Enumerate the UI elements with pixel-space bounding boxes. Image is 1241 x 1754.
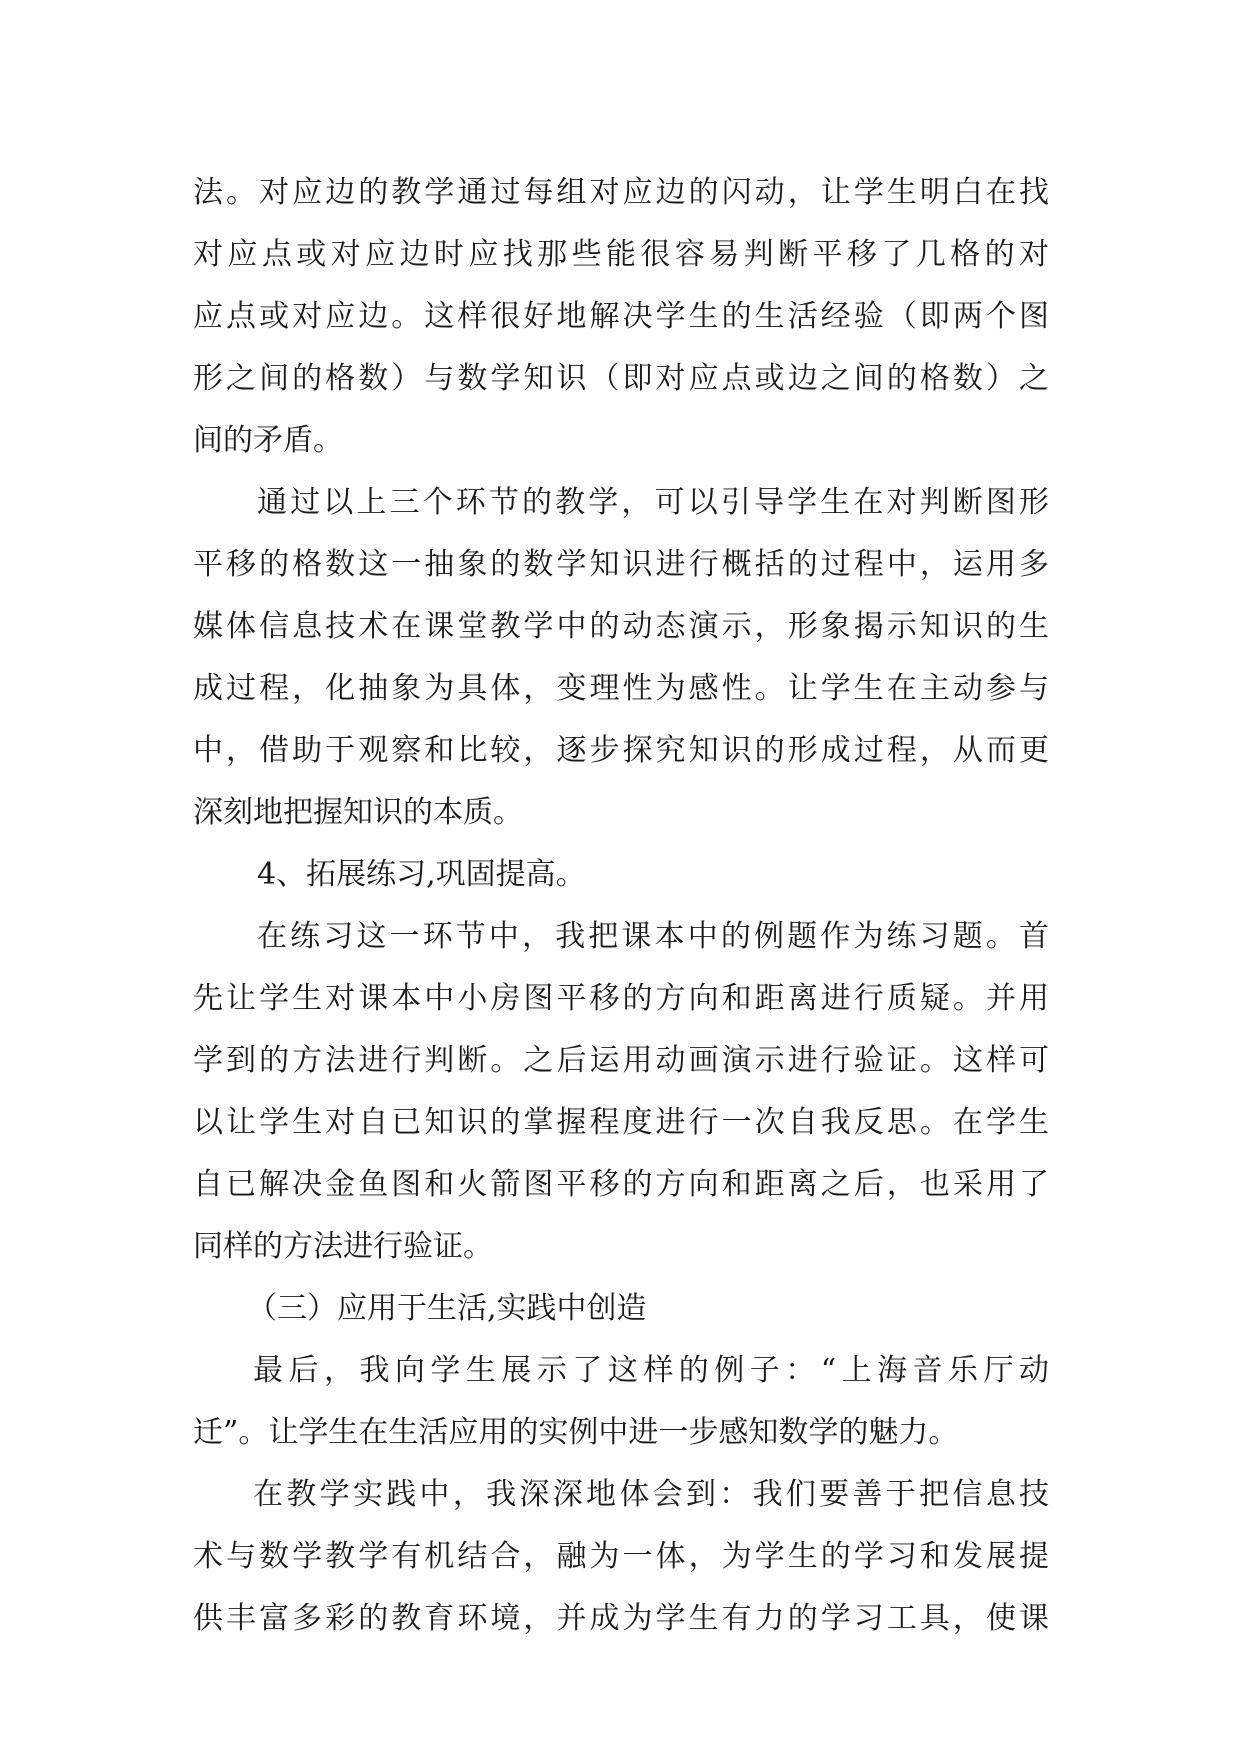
text-line: 平移的格数这一抽象的数学知识进行概括的过程中，运用多 <box>193 547 1049 582</box>
text-line: 自已解决金鱼图和火箭图平移的方向和距离之后，也采用了 <box>193 1167 1049 1202</box>
text-line: 媒体信息技术在课堂教学中的动态演示，形象揭示知识的生 <box>193 609 1049 644</box>
section-heading: 4、拓展练习,巩固提高。 <box>257 857 586 892</box>
text-line: 在练习这一环节中，我把课本中的例题作为练习题。首 <box>257 919 1049 954</box>
section-heading: （三）应用于生活,实践中创造 <box>247 1291 647 1326</box>
text-line: 在教学实践中，我深深地体会到：我们要善于把信息技 <box>253 1477 1049 1512</box>
text-line: 对应点或对应边时应找那些能很容易判断平移了几格的对 <box>193 237 1049 272</box>
text-line: 法。对应边的教学通过每组对应边的闪动，让学生明白在找 <box>193 175 1049 210</box>
text-line: 学到的方法进行判断。之后运用动画演示进行验证。这样可 <box>193 1043 1049 1078</box>
text-line: 成过程，化抽象为具体，变理性为感性。让学生在主动参与 <box>193 671 1049 706</box>
text-line: 间的矛盾。 <box>193 423 343 458</box>
text-line: 供丰富多彩的教育环境，并成为学生有力的学习工具，使课 <box>193 1601 1049 1636</box>
text-line: 应点或对应边。这样很好地解决学生的生活经验（即两个图 <box>193 299 1049 334</box>
text-line: 深刻地把握知识的本质。 <box>193 795 523 830</box>
text-line: 术与数学教学有机结合，融为一体，为学生的学习和发展提 <box>193 1539 1049 1574</box>
text-line: 通过以上三个环节的教学，可以引导学生在对判断图形 <box>257 485 1049 520</box>
text-line: 迁”。让学生在生活应用的实例中进一步感知数学的魅力。 <box>193 1415 959 1450</box>
text-line: 形之间的格数）与数学知识（即对应点或边之间的格数）之 <box>193 361 1049 396</box>
text-line: 中，借助于观察和比较，逐步探究知识的形成过程，从而更 <box>193 733 1049 768</box>
text-line: 最后，我向学生展示了这样的例子：“上海音乐厅动 <box>253 1353 1049 1388</box>
text-line: 同样的方法进行验证。 <box>193 1229 493 1264</box>
text-line: 以让学生对自已知识的掌握程度进行一次自我反思。在学生 <box>193 1105 1049 1140</box>
text-line: 先让学生对课本中小房图平移的方向和距离进行质疑。并用 <box>193 981 1049 1016</box>
